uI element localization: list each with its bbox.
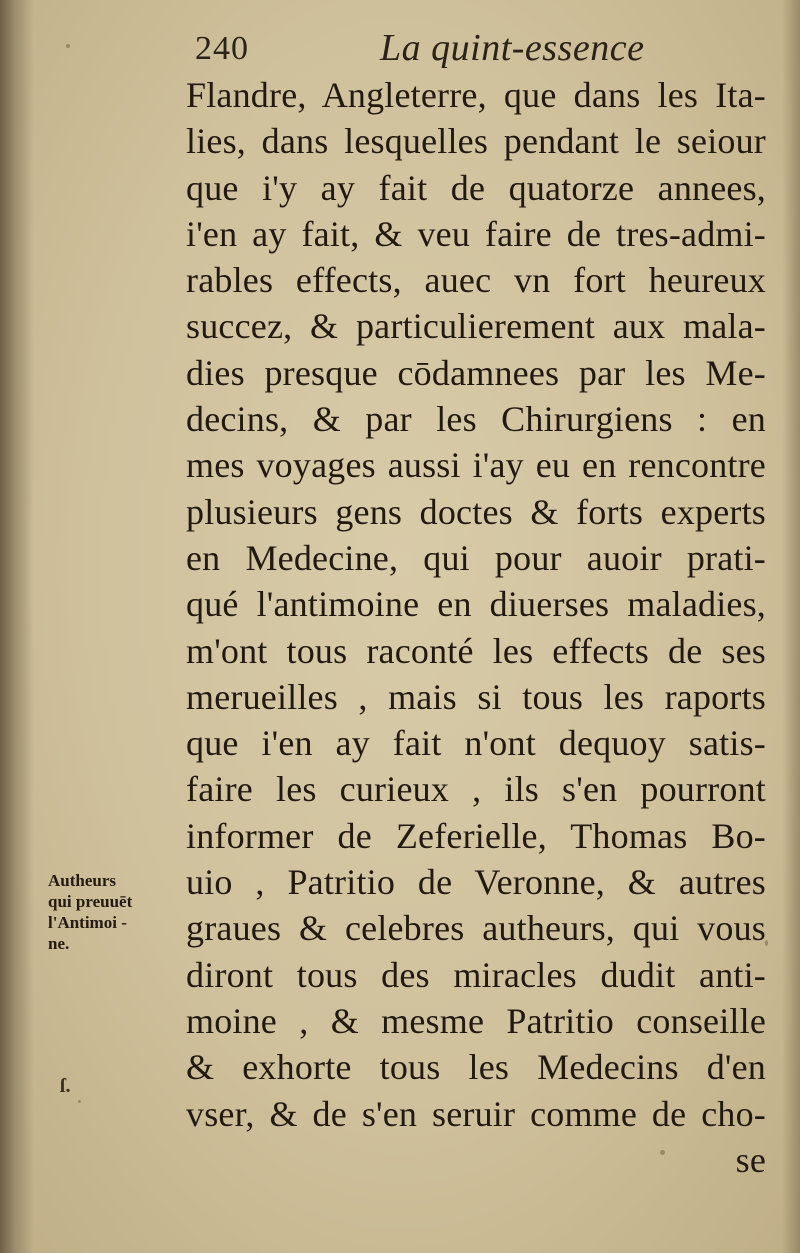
text-line: que i'y ay fait de quatorze annees, (186, 167, 766, 208)
text-line: Flandre, Angleterre, que dans les Ita- (186, 75, 766, 115)
text-line: lies, dans lesquelles pendant le seiour (186, 121, 766, 162)
text-line: m'ont tous raconté les effects de ses (186, 630, 766, 671)
text-line: merueilles , mais si tous les raports (186, 676, 766, 717)
text-line: qué l'antimoine en diuerses maladies, (186, 584, 766, 625)
text-line: i'en ay fait, & veu faire de tres-admi- (186, 213, 766, 254)
text-line: mes voyages aussi i'ay eu en rencontre (186, 445, 766, 486)
text-line: informer de Zeferielle, Thomas Bo- (186, 815, 766, 856)
margin-note (48, 870, 183, 954)
margin-note-line: Autheurs (48, 871, 117, 890)
body-text (186, 72, 766, 1183)
margin-note-line: qui preuuēt (48, 892, 133, 911)
catchword: se (735, 1139, 766, 1180)
text-line: & exhorte tous les Medecins d'en (186, 1047, 766, 1088)
text-line: diront tous des miracles dudit anti- (186, 954, 766, 995)
text-line: succez, & particulierement aux mala- (186, 306, 766, 347)
binding-gutter (0, 0, 34, 1253)
margin-mark: ſ. (60, 1075, 71, 1097)
text-line: dies presque cōdamnees par les Me- (186, 352, 766, 393)
paper-speck (66, 44, 70, 48)
page-edge-shadow (782, 0, 800, 1253)
text-line: rables effects, auec vn fort heureux (186, 260, 766, 301)
margin-note-line: l'Antimoi - (48, 913, 127, 932)
text-line: uio , Patritio de Veronne, & autres (186, 862, 766, 903)
text-line: decins, & par les Chirurgiens : en (186, 399, 766, 440)
text-line: en Medecine, qui pour auoir prati- (186, 537, 766, 578)
page-header (195, 22, 755, 78)
page-number: 240 (195, 30, 249, 67)
text-line: vser, & de s'en seruir comme de cho- (186, 1093, 766, 1134)
text-line: que i'en ay fait n'ont dequoy satis- (186, 723, 766, 764)
text-line: graues & celebres autheurs, qui vous (186, 908, 766, 949)
text-line: faire les curieux , ils s'en pourront (186, 769, 766, 810)
text-line: moine , & mesme Patritio conseille (186, 1000, 766, 1041)
paper-speck (660, 1150, 665, 1155)
margin-note-line: ne. (48, 934, 70, 953)
paper-speck (78, 1100, 81, 1103)
running-title: La quint-essence (380, 27, 645, 69)
text-line: plusieurs gens doctes & forts experts (186, 491, 766, 532)
paper-speck (765, 940, 768, 946)
